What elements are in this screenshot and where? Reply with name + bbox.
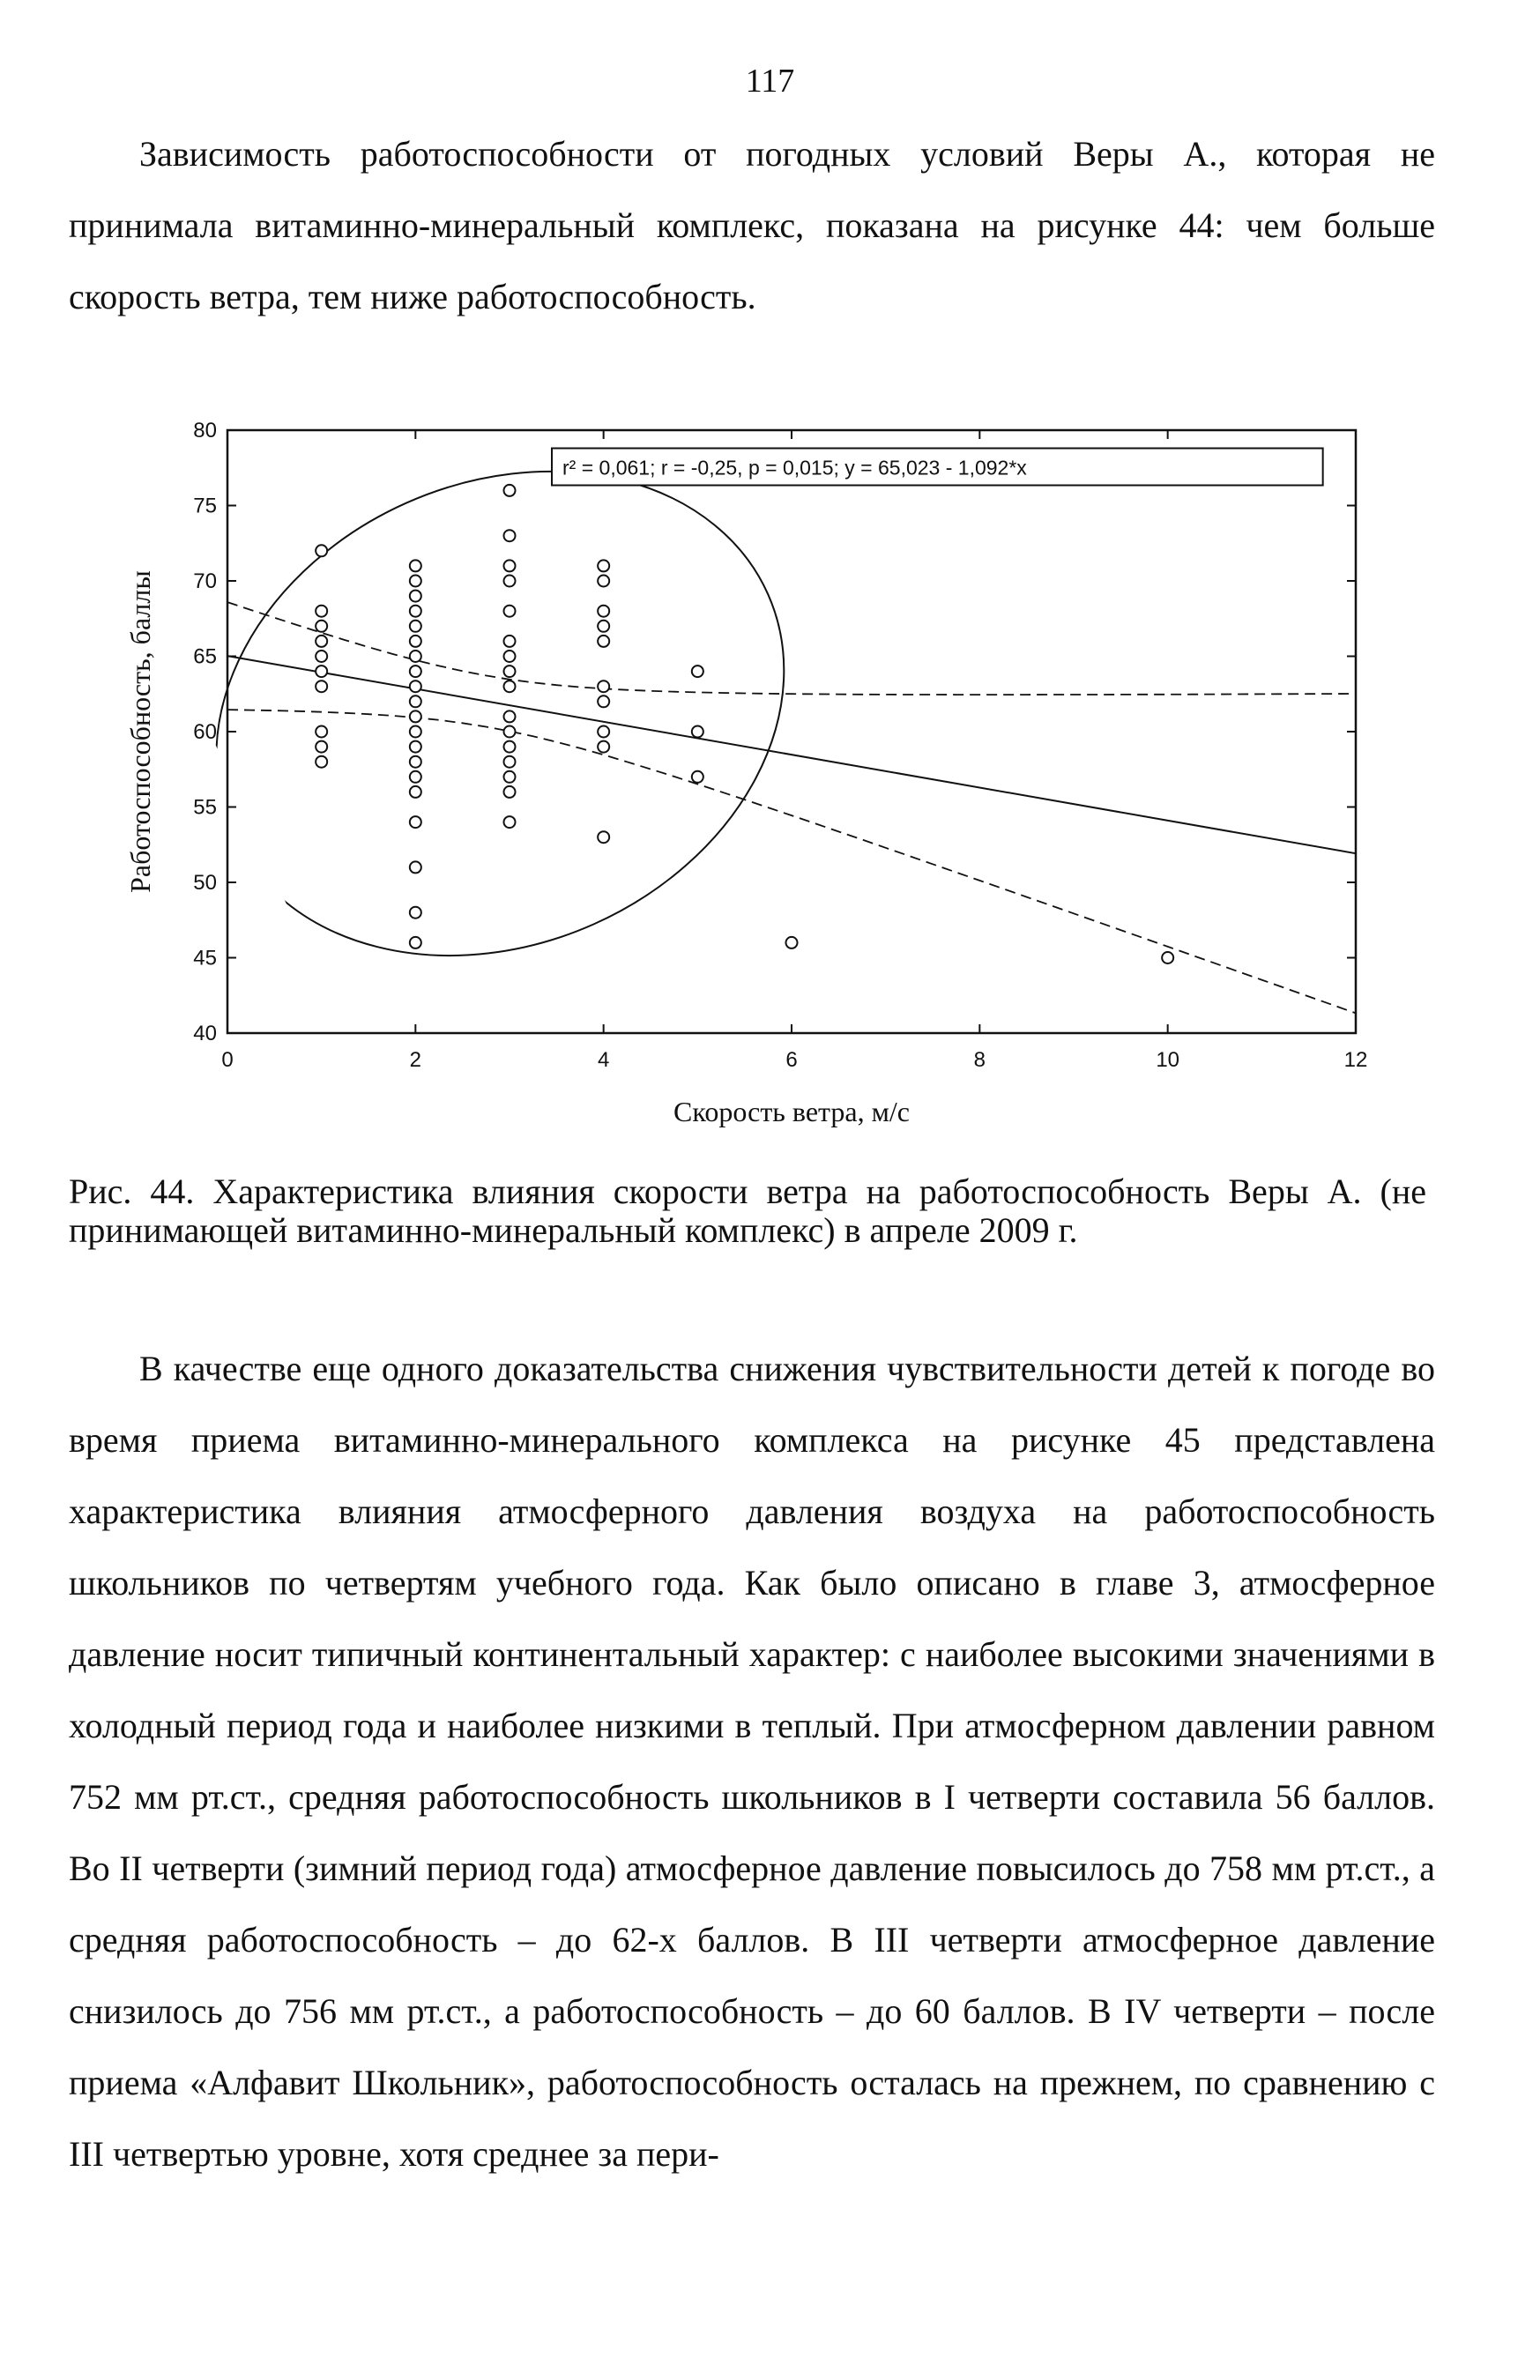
data-point — [504, 485, 516, 496]
data-point — [598, 726, 609, 738]
data-point — [598, 831, 609, 843]
data-point — [504, 816, 516, 828]
data-point — [410, 606, 421, 617]
paragraph-2: В качестве еще одного доказательства снижения чувствительности детей к погоде во время приема витаминно-минерального комплекса на рисунке 45 представлена характеристика влияния атмосферного давления воздуха на работоспособность школьников по четвертям учебного года. Как было описано в главе 3, атмосферное давление носит типичный континентальный характер: с наиболее высокими значениями в холодный период года и наиболее низкими в теплый. При атмосферном давлении равном 752 мм рт.ст., средняя работоспособность школьников в I четверти составила 56 баллов. Во II четверти (зимний период года) атмосферное давление повысилось до 758 мм рт.ст., а средняя работоспособность – до 62-х баллов. В III четверти атмосферное давление снизилось до 756 мм рт.ст., а работоспособность – до 60 баллов. В IV четверти – после приема «Алфавит Школьник», работоспособность осталась на прежнем, по сравнению с III четвертью уровне, хотя среднее за пери- — [69, 1349, 1435, 2174]
data-point — [410, 786, 421, 798]
data-point — [504, 651, 516, 662]
figure-caption: Рис. 44. Характеристика влияния скорости ветра на работоспособность Веры А. (не принимающей витаминно-минеральный комплекс) в апреле 2009 г. — [69, 1171, 1426, 1250]
data-point — [316, 651, 327, 662]
y-tick-label: 70 — [193, 569, 217, 593]
x-tick-label: 10 — [1156, 1048, 1180, 1072]
data-point — [504, 666, 516, 677]
data-point — [598, 636, 609, 647]
page-number: 117 — [745, 63, 795, 100]
data-point — [410, 816, 421, 828]
data-point — [504, 771, 516, 783]
y-tick-label: 55 — [193, 795, 217, 820]
data-point — [410, 560, 421, 571]
regression-line — [227, 656, 1356, 853]
data-point — [598, 621, 609, 632]
data-point — [692, 666, 703, 677]
x-tick-label: 2 — [409, 1048, 422, 1072]
data-point — [598, 741, 609, 753]
data-point — [410, 771, 421, 783]
data-point — [504, 576, 516, 587]
data-point — [316, 726, 327, 738]
data-point — [504, 530, 516, 541]
y-tick-label: 60 — [193, 720, 217, 744]
data-point — [316, 606, 327, 617]
data-point — [598, 576, 609, 587]
data-point — [504, 560, 516, 571]
x-tick-label: 6 — [785, 1048, 798, 1072]
data-point — [598, 695, 609, 707]
intro-paragraph — [69, 118, 1435, 332]
stats-annotation: r² = 0,061; r = -0,25, p = 0,015; y = 65,023 - 1,092*x — [562, 456, 1027, 480]
figure-44 — [123, 405, 1375, 1155]
y-tick-label: 75 — [193, 494, 217, 518]
data-point — [504, 606, 516, 617]
data-point — [598, 606, 609, 617]
data-point — [410, 666, 421, 677]
body-paragraph — [69, 1333, 1435, 2190]
data-point — [316, 636, 327, 647]
data-point — [410, 695, 421, 707]
data-point — [410, 756, 421, 768]
x-tick-label: 4 — [597, 1048, 610, 1072]
paragraph-1: Зависимость работоспособности от погодных условий Веры А., которая не принимала витаминно-минеральный комплекс, показана на рисунке 44: чем больше скорость ветра, тем ниже работоспособность. — [69, 134, 1435, 316]
data-point — [316, 545, 327, 556]
data-point — [410, 726, 421, 738]
data-point — [316, 666, 327, 677]
data-point — [410, 710, 421, 722]
y-tick-label: 80 — [193, 419, 217, 443]
data-point — [410, 591, 421, 602]
data-point — [316, 756, 327, 768]
data-point — [598, 560, 609, 571]
y-tick-label: 50 — [193, 871, 217, 895]
confidence-ellipse — [138, 405, 862, 1044]
data-point — [1162, 952, 1173, 963]
y-tick-label: 65 — [193, 644, 217, 669]
data-point — [504, 756, 516, 768]
x-axis-title: Скорость ветра, м/с — [673, 1096, 910, 1127]
x-tick-label: 12 — [1343, 1048, 1368, 1072]
data-point — [504, 636, 516, 647]
x-tick-label: 0 — [221, 1048, 234, 1072]
data-point — [410, 681, 421, 692]
data-point — [504, 726, 516, 738]
data-point — [786, 937, 798, 948]
data-point — [504, 681, 516, 692]
scatter-chart — [123, 405, 1375, 1155]
y-tick-label: 45 — [193, 946, 217, 971]
data-point — [504, 741, 516, 753]
data-point — [410, 621, 421, 632]
data-point — [410, 576, 421, 587]
data-point — [692, 726, 703, 738]
data-point — [410, 741, 421, 753]
x-tick-label: 8 — [973, 1048, 986, 1072]
data-point — [598, 681, 609, 692]
data-point — [410, 861, 421, 873]
upper-confidence-band — [227, 602, 1356, 695]
data-point — [316, 741, 327, 753]
data-point — [316, 621, 327, 632]
data-point — [410, 651, 421, 662]
data-point — [410, 937, 421, 948]
y-tick-label: 40 — [193, 1022, 217, 1045]
y-axis-title: Работоспособность, баллы — [124, 570, 156, 893]
data-point — [410, 636, 421, 647]
data-point — [504, 786, 516, 798]
data-point — [410, 907, 421, 919]
data-point — [316, 681, 327, 692]
data-point — [504, 710, 516, 722]
data-point — [692, 771, 703, 783]
